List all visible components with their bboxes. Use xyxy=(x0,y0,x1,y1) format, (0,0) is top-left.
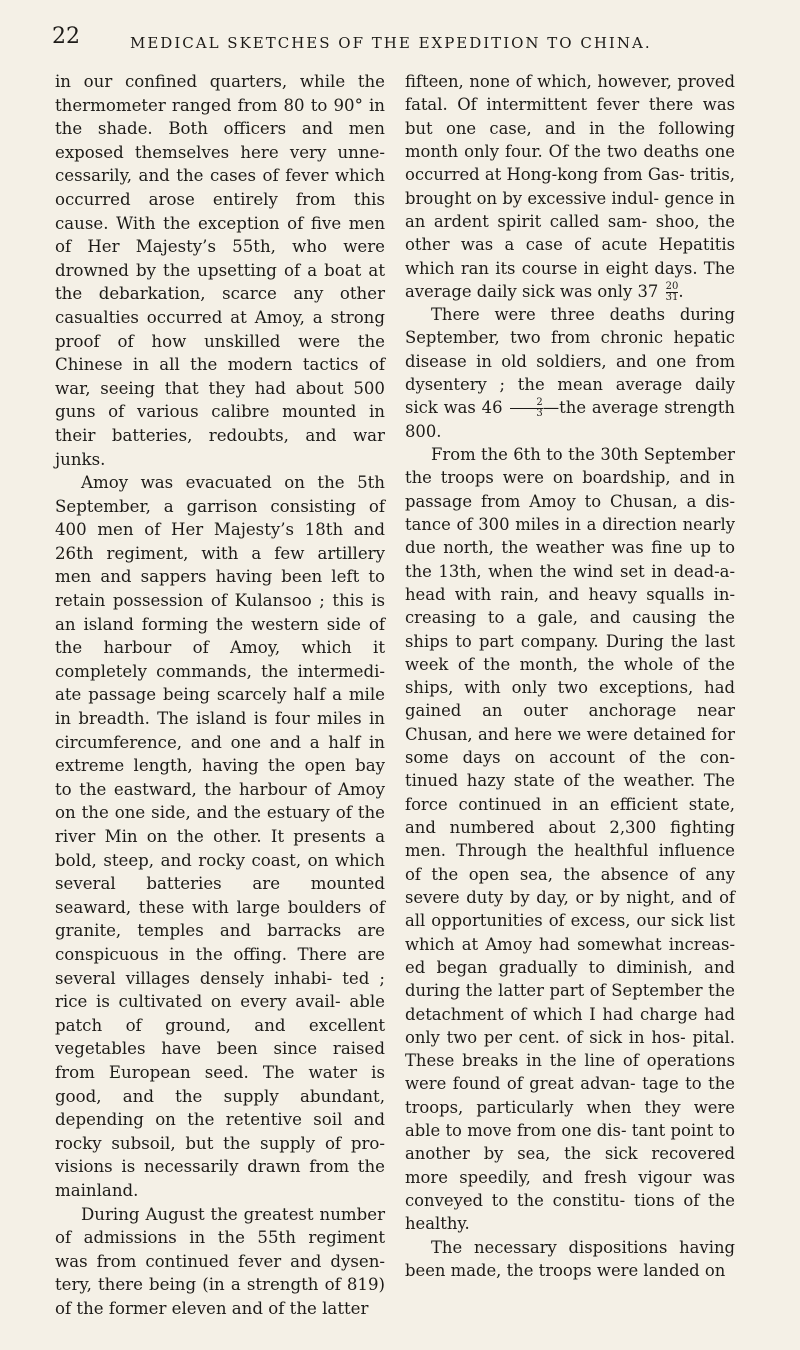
paragraph: From the 6th to the 30th September the troops were on boardship, and in passage from Amoy to Chusan, a dis- tance of 300 miles in a direction nearly due north, the weather was fine up to the 13th, when the wind set in dead-a- head with rain, and heavy squalls in- creasing to a gale, and causing the ships to part company. During the last week of the month, the whole of the ships, with only two exceptions, had gained an outer anchorage near Chusan, and here we were detained for some days on account of the con- tinued hazy state of the weather. The force continued in an efficient state, and numbered about 2,300 fighting men. Through the healthful influence of the open sea, the absence of any severe duty by day, or by night, and of all opportunities of excess, our sick list which at Amoy had somewhat increas- ed began gradually to diminish, and during the latter part of September the detachment of which I had charge had only two per cent. of sick in hos- pital. These breaks in the line of operations were found of great advan- tage to the troops, particularly when they were able to move from one dis- tant point to another by sea, the sick recovered more speedily, and fresh vigour was conveyed to the constitu- tions of the healthy. xyxy=(405,445,735,1234)
paragraph-text: —the average strength 800. xyxy=(405,398,735,441)
fraction-denominator: 3 xyxy=(536,408,543,420)
fraction xyxy=(510,398,542,419)
right-column xyxy=(405,70,735,1282)
fraction-numerator: 20 xyxy=(665,280,679,292)
paragraph: in our confined quarters, while the thermometer ranged from 80 to 90° in the shade. Both officers and men exposed themselves here very unne- cessarily, and the cases of fever which occurred arose entirely from this cause. With the exception of five men of Her Majesty’s 55th, who were drowned by the upsetting of a boat at the debarkation, scarce any other casualties occurred at Amoy, a strong proof of how unskilled were the Chinese in all the modern tactics of war, seeing that they had about 500 guns of various calibre mounted in their batteries, redoubts, and war junks. xyxy=(55,72,385,469)
fraction-numerator: 2 xyxy=(510,398,542,409)
paragraph-text: There were three deaths during September, two from chronic hepatic disease in old soldiers, and one from dysentery ; the mean average daily sick was 46 xyxy=(405,305,735,418)
running-head: MEDICAL SKETCHES OF THE EXPEDITION TO CHINA. xyxy=(130,34,652,52)
page-number: 22 xyxy=(52,24,80,49)
paragraph xyxy=(405,70,735,303)
fraction-denominator: 31 xyxy=(665,291,679,303)
paragraph-end: . xyxy=(678,281,684,301)
paragraph: During August the greatest number of admissions in the 55th regiment was from continued fever and dysen- tery, there being (in a strength of 819) of the former eleven and of the latter xyxy=(55,1204,385,1318)
paragraph xyxy=(405,303,735,443)
left-column xyxy=(55,70,385,1320)
paragraph-text: fifteen, none of which, however, proved fatal. Of intermittent fever there was but one case, and in the following month only four. Of the two deaths one occurred at Hong-kong from Gas- tritis, brought on by excessive indul- gence in an ardent spirit called sam- shoo, the other was a case of acute Hepatitis which ran its course in eight days. The average daily sick was only 37 xyxy=(405,72,735,301)
paragraph: Amoy was evacuated on the 5th September, a garrison consisting of 400 men of Her Majesty’s 18th and 26th regiment, with a few artillery men and sappers having been left to retain possession of Kulansoo ; this is an island forming the western side of the harbour of Amoy, which it completely commands, the intermedi- ate passage being scarcely half a mile in breadth. The island is four miles in circumference, and one and a half in extreme length, having the open bay to the eastward, the harbour of Amoy on the one side, and the estuary of the river Min on the other. It presents a bold, steep, and rocky coast, on which several batteries are mounted seaward, these with large boulders of granite, temples and barracks are conspicuous in the offing. There are several villages densely inhabi- ted ; rice is cultivated on every avail- able patch of ground, and excellent vegetables have been since raised from European seed. The water is good, and the supply abundant, depending on the retentive soil and rocky subsoil, but the supply of pro- visions is necessarily drawn from the mainland. xyxy=(55,473,385,1200)
fraction xyxy=(666,282,679,303)
paragraph: The necessary dispositions having been made, the troops were landed on xyxy=(405,1237,735,1280)
